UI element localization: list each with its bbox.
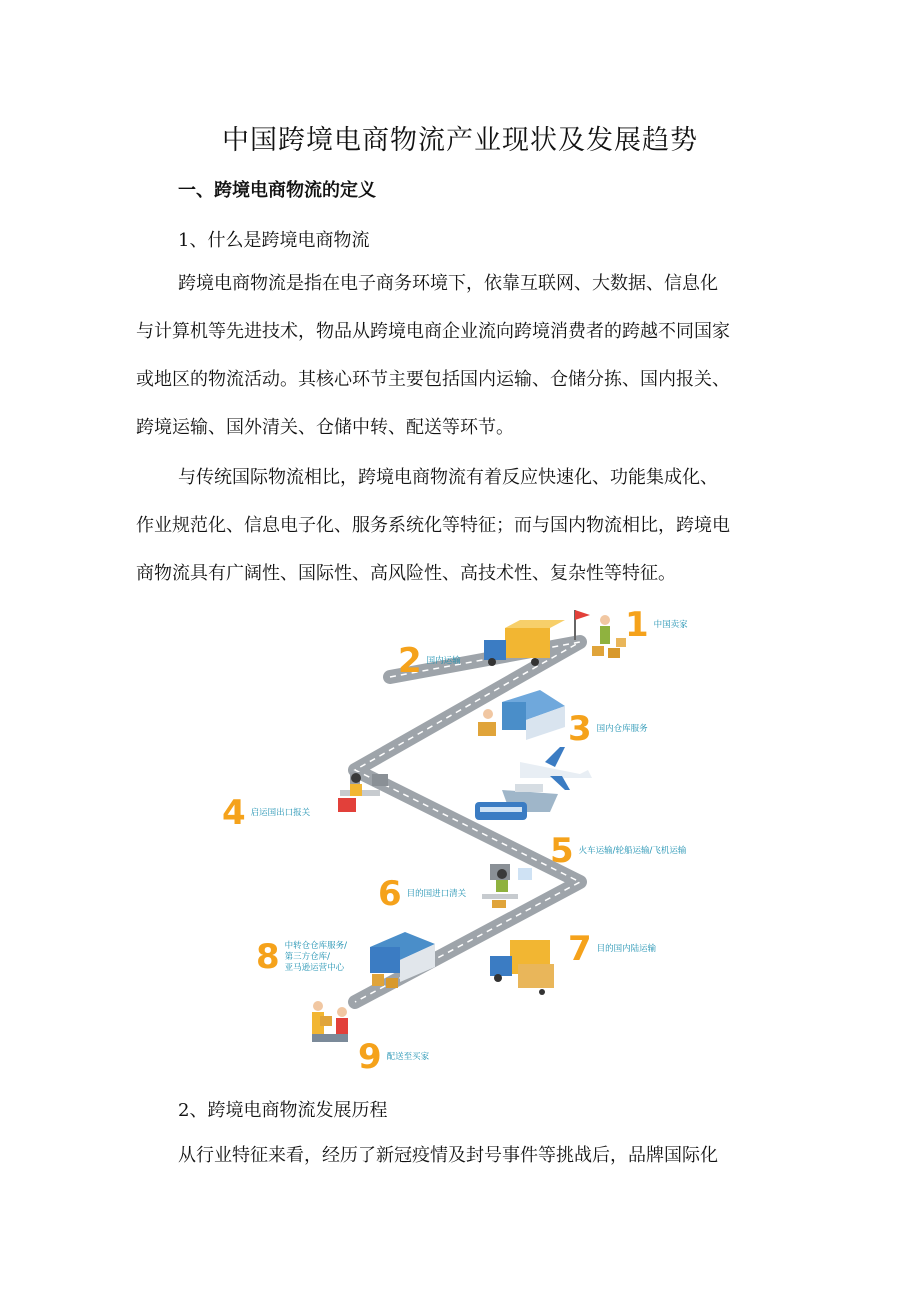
subsection-heading-2: 2、跨境电商物流发展历程 (178, 1100, 388, 1121)
subsection-heading-1: 1、什么是跨境电商物流 (178, 230, 370, 251)
step-9-number: 9 (358, 1037, 382, 1077)
destination-truck-icon (490, 940, 554, 995)
section-heading: 一、跨境电商物流的定义 (178, 180, 376, 201)
step-3-text: 国内仓库服务 (596, 723, 648, 734)
step-6-text: 目的国进口清关 (406, 888, 467, 899)
step-2-number: 2 (398, 641, 422, 681)
text-line: 跨境运输、国外清关、仓储中转、配送等环节。 (136, 417, 514, 438)
step-5-label (550, 831, 687, 871)
step-7-label (568, 929, 657, 969)
delivery-icon (312, 1001, 348, 1042)
transport-modes-icon (475, 747, 592, 820)
text-line: 商物流具有广阔性、国际性、高风险性、高技术性、复杂性等特征。 (136, 563, 676, 584)
paragraph-history (136, 1138, 796, 1186)
seller-icon (575, 610, 626, 658)
step-9-text: 配送至买家 (386, 1051, 430, 1062)
step-5-number: 5 (550, 831, 574, 871)
text-line: 从行业特征来看，经历了新冠疫情及封号事件等挑战后，品牌国际化 (178, 1145, 718, 1166)
step-5-text: 火车运输/轮船运输/飞机运输 (578, 845, 687, 856)
transit-warehouse-icon (370, 932, 435, 988)
step-4-number: 4 (222, 793, 246, 833)
step-6-number: 6 (378, 874, 402, 914)
step-3-number: 3 (568, 709, 592, 749)
page-title: 中国跨境电商物流产业现状及发展趋势 (222, 125, 698, 156)
text-line: 作业规范化、信息电子化、服务系统化等特征；而与国内物流相比，跨境电 (136, 515, 730, 536)
step-2-text: 国内运输 (426, 655, 461, 666)
step-6-label (378, 874, 467, 914)
text-line: 与传统国际物流相比，跨境电商物流有着反应快速化、功能集成化、 (178, 467, 718, 488)
paragraph-features (136, 460, 796, 604)
text-line: 跨境电商物流是指在电子商务环境下，依靠互联网、大数据、信息化 (178, 273, 718, 294)
step-2-label (398, 641, 461, 681)
step-1-number: 1 (625, 605, 649, 645)
clearance-desk-icon (482, 864, 532, 908)
paragraph-definition (136, 266, 796, 458)
step-1-label (625, 605, 688, 645)
text-line: 与计算机等先进技术，物品从跨境电商企业流向跨境消费者的跨越不同国家 (136, 321, 730, 342)
step-4-text: 启运国出口报关 (250, 807, 311, 818)
step-8-text: 中转仓仓库服务/ 第三方仓库/ 亚马逊运营中心 (284, 940, 348, 973)
step-1-text: 中国卖家 (653, 619, 688, 630)
step-7-number: 7 (568, 929, 592, 969)
step-8-number: 8 (256, 937, 280, 977)
step-8-label (256, 937, 348, 977)
step-7-text: 目的国内陆运输 (596, 943, 657, 954)
step-3-label (568, 709, 648, 749)
step-9-label (358, 1037, 430, 1077)
step-4-label (222, 793, 311, 833)
logistics-flow-figure (220, 602, 710, 1082)
text-line: 或地区的物流活动。其核心环节主要包括国内运输、仓储分拣、国内报关、 (136, 369, 730, 390)
